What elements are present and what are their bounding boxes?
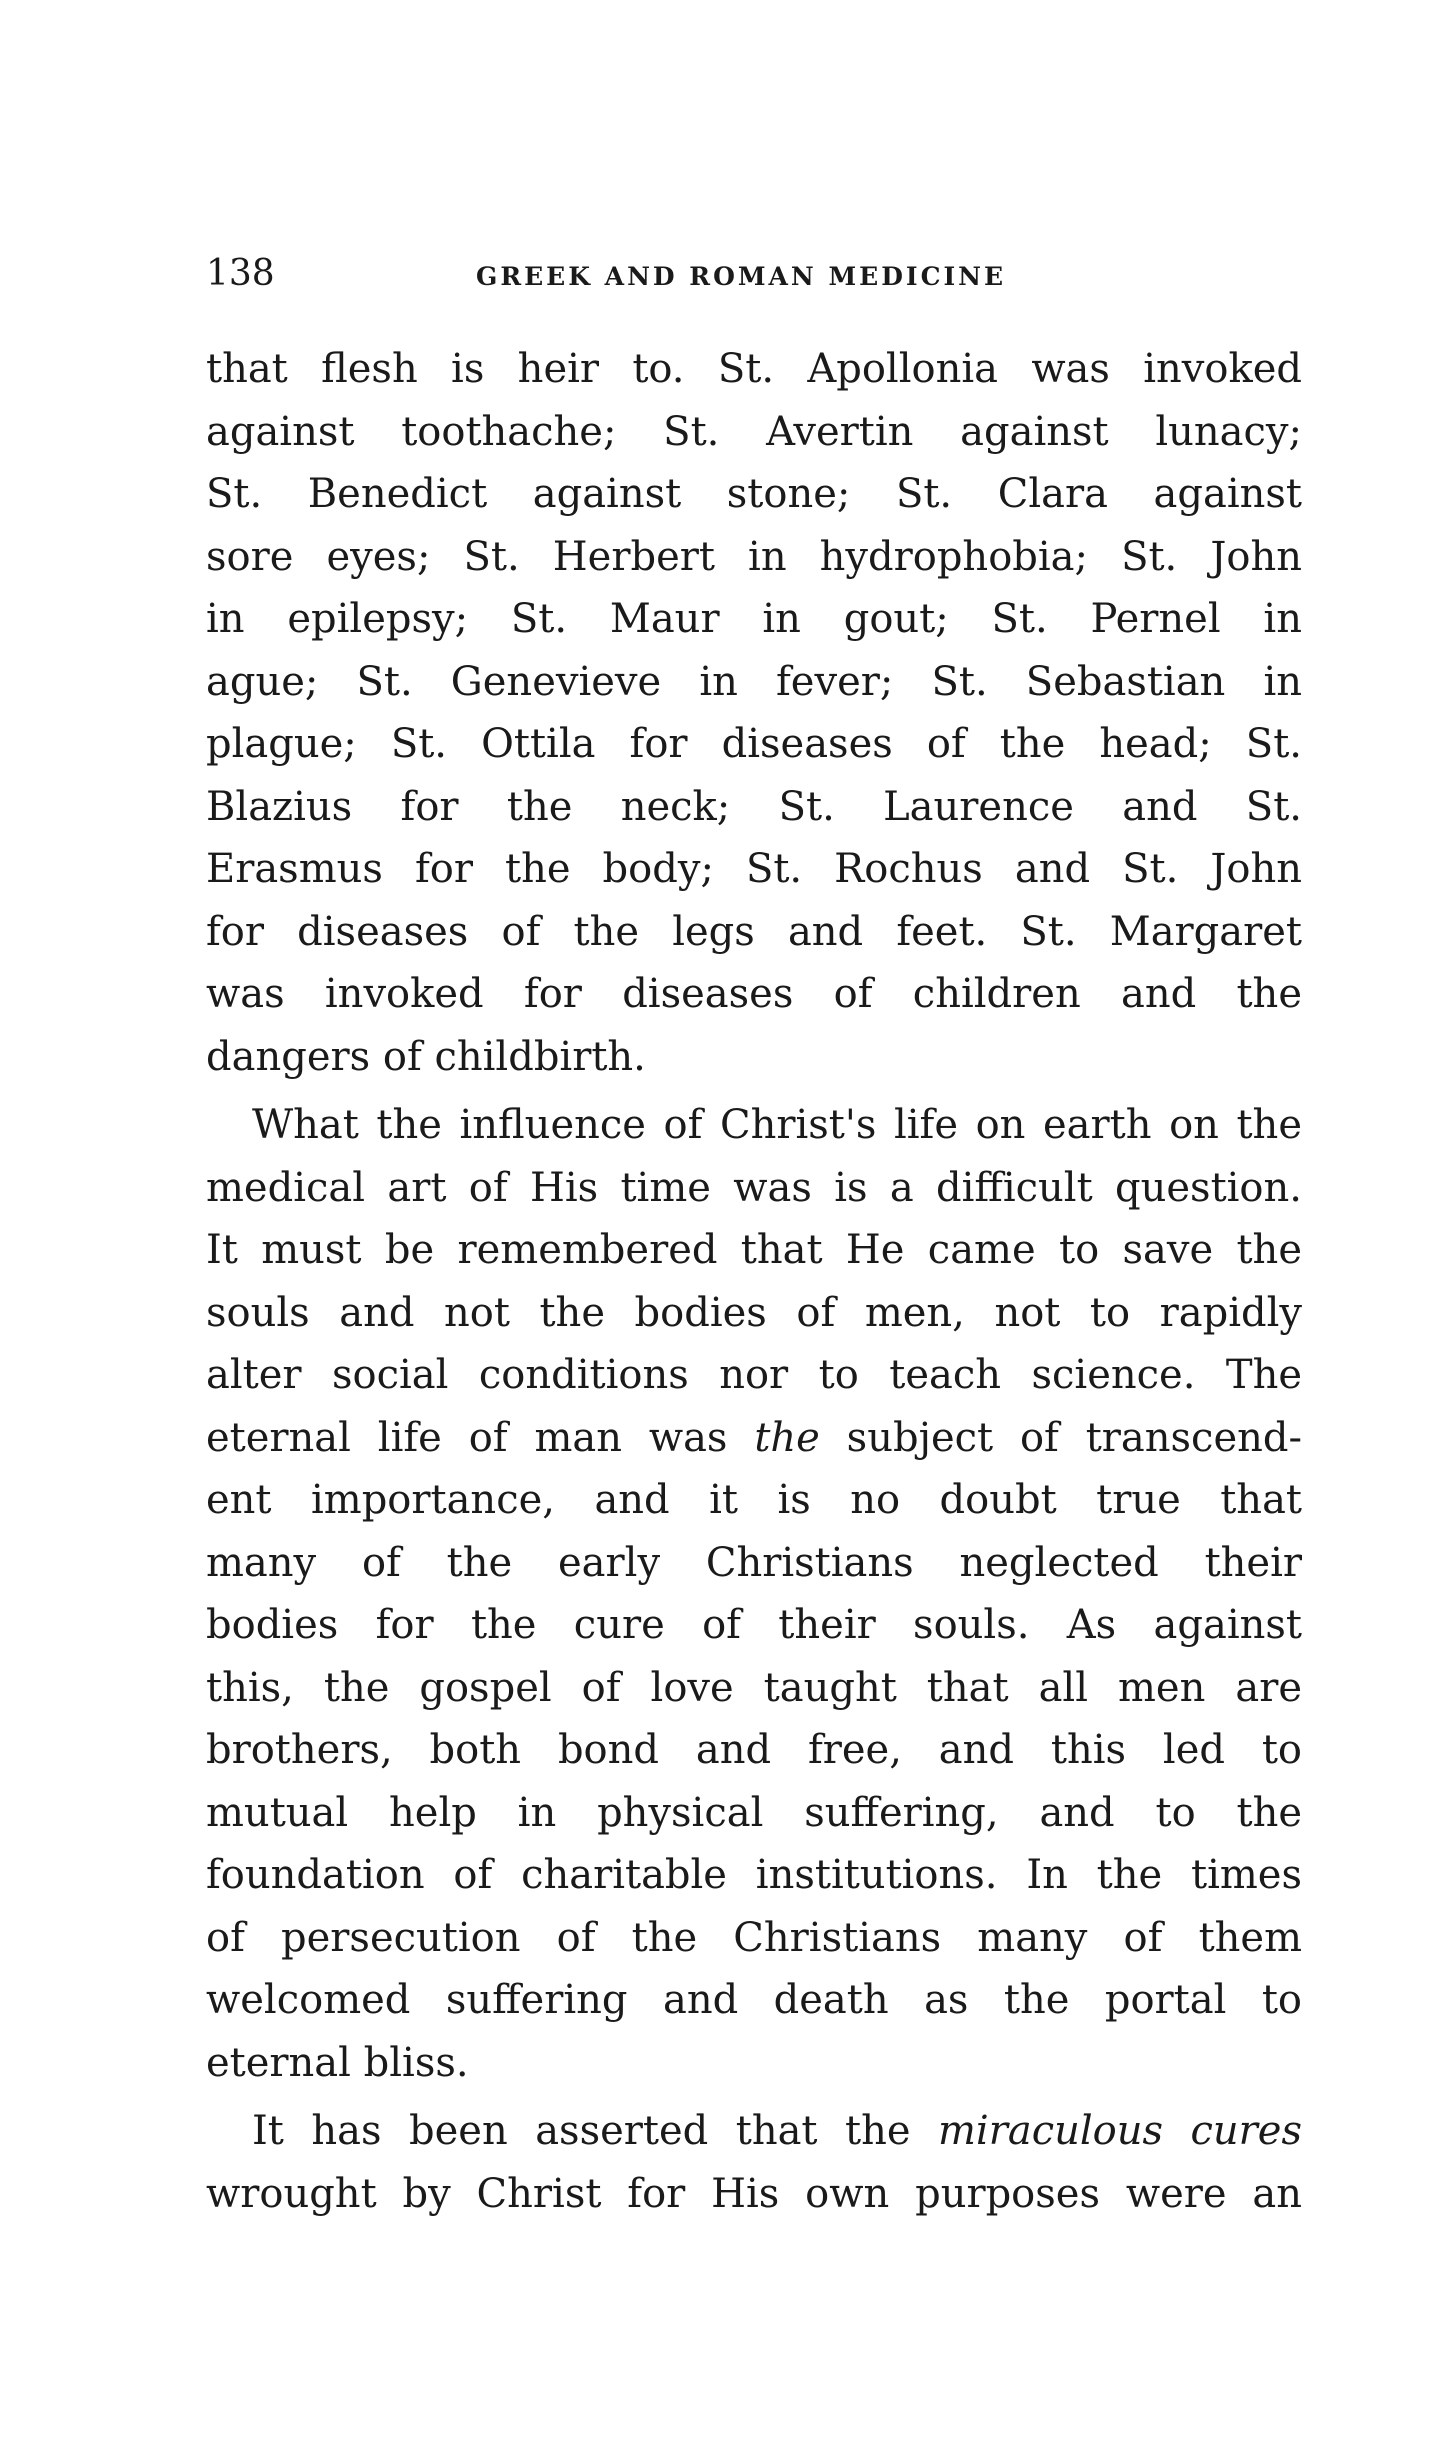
paragraph-3 <box>206 2100 1302 2225</box>
text-line: against toothache; St. Avertin against lunacy; <box>206 408 1302 455</box>
text-run: subject of transcend- <box>819 1414 1303 1461</box>
body-text <box>206 338 1302 2225</box>
text-line <box>206 1407 1302 1470</box>
text-line: Blazius for the neck; St. Laurence and St. <box>206 783 1302 830</box>
italic-run: miraculous cures <box>938 2108 1302 2154</box>
running-head <box>206 252 1306 296</box>
text-line: ent importance, and it is no doubt true that <box>206 1477 1302 1523</box>
paragraph-2 <box>206 1094 1302 2094</box>
text-line: alter social conditions nor to teach science. The <box>206 1352 1302 1398</box>
text-line: in epilepsy; St. Maur in gout; St. Pernel in <box>206 596 1302 642</box>
running-title: GREEK AND ROMAN MEDICINE <box>476 262 1007 291</box>
text-line: brothers, both bond and free, and this led to <box>206 1727 1302 1773</box>
text-line: that flesh is heir to. St. Apollonia was invoked <box>206 346 1302 392</box>
italic-run: the <box>754 1414 820 1461</box>
text-run: eternal life of man was <box>206 1414 755 1461</box>
text-line <box>206 2100 1302 2163</box>
text-line: welcomed suffering and death as the portal to <box>206 1977 1302 2023</box>
text-line: was invoked for diseases of children and the <box>206 971 1302 1017</box>
text-line: wrought by Christ for His own purposes were an <box>206 2170 1302 2217</box>
text-line: foundation of charitable institutions. In the times <box>206 1852 1302 1898</box>
text-line: souls and not the bodies of men, not to rapidly <box>206 1289 1302 1336</box>
text-line: sore eyes; St. Herbert in hydrophobia; St. John <box>206 533 1302 580</box>
text-line: St. Benedict against stone; St. Clara against <box>206 471 1302 517</box>
text-line: It must be remembered that He came to save the <box>206 1227 1302 1273</box>
page-number: 138 <box>206 253 275 294</box>
text-line: Erasmus for the body; St. Rochus and St. John <box>206 846 1302 892</box>
text-line: dangers of childbirth. <box>206 1033 646 1080</box>
text-line: What the influence of Christ's life on earth on the <box>252 1102 1302 1148</box>
text-run: It has been asserted that the <box>252 2108 938 2154</box>
text-line: medical art of His time was is a difficult question. <box>206 1164 1302 1211</box>
text-line: bodies for the cure of their souls. As against <box>206 1602 1302 1648</box>
text-line: eternal bliss. <box>206 2039 469 2086</box>
text-line: of persecution of the Christians many of them <box>206 1914 1302 1961</box>
text-line: for diseases of the legs and feet. St. Margaret <box>206 908 1302 955</box>
text-line: ague; St. Genevieve in fever; St. Sebastian in <box>206 658 1302 705</box>
text-line: this, the gospel of love taught that all men are <box>206 1664 1302 1711</box>
text-line: mutual help in physical suffering, and to the <box>206 1789 1302 1836</box>
text-line: plague; St. Ottila for diseases of the head; St. <box>206 721 1302 767</box>
text-line: many of the early Christians neglected their <box>206 1539 1302 1586</box>
paragraph-1 <box>206 338 1302 1088</box>
